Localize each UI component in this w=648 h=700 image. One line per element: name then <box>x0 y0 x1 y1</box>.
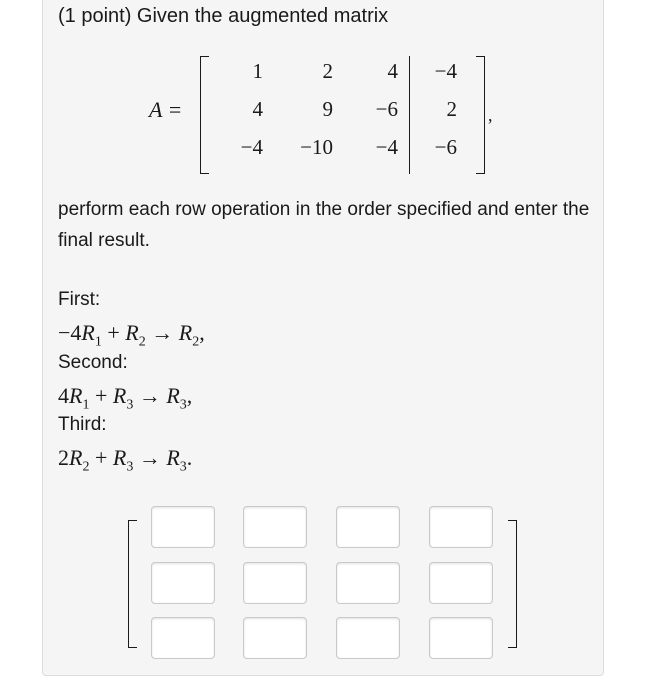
matrix-label: A = <box>149 97 183 122</box>
answer-input-r1-c4[interactable] <box>429 506 493 548</box>
matrix-comma: , <box>488 105 493 125</box>
matrix-cell: 1 <box>252 59 263 83</box>
step-third-label: Third: <box>58 414 107 435</box>
answer-input-r2-c2[interactable] <box>243 562 307 604</box>
matrix-cell: 4 <box>387 59 398 83</box>
step-first-operation: $-4R_1 + R_2 \to R_2$, <box>58 320 205 350</box>
step-third-operation: $2R_2 + R_3 \to R_3$. <box>58 445 193 475</box>
matrix-cell: −4 <box>375 135 398 159</box>
answer-input-r1-c1[interactable] <box>151 506 215 548</box>
answer-right-bracket <box>508 520 517 648</box>
matrix-cell: −4 <box>240 135 263 159</box>
matrix-cell: −6 <box>375 97 398 121</box>
answer-input-r3-c4[interactable] <box>429 617 493 659</box>
matrix-cell: 9 <box>322 97 333 121</box>
step-second-label: Second: <box>58 352 128 373</box>
answer-input-r3-c1[interactable] <box>151 617 215 659</box>
answer-input-r3-c2[interactable] <box>243 617 307 659</box>
answer-input-r2-c4[interactable] <box>429 562 493 604</box>
matrix-cell: −6 <box>434 135 457 159</box>
matrix-right-bracket <box>476 56 485 174</box>
step-first-label: First: <box>58 289 101 310</box>
answer-input-r3-c3[interactable] <box>336 617 400 659</box>
matrix-cell: 2 <box>446 97 457 121</box>
answer-left-bracket <box>128 520 137 648</box>
answer-input-r1-c2[interactable] <box>243 506 307 548</box>
answer-input-r1-c3[interactable] <box>336 506 400 548</box>
matrix-cell: −10 <box>300 135 333 159</box>
matrix-cell: 4 <box>252 97 263 121</box>
answer-input-r2-c3[interactable] <box>336 562 400 604</box>
problem-header: (1 point) Given the augmented matrix <box>58 5 389 27</box>
matrix-cell: −4 <box>434 59 457 83</box>
instructions-text: perform each row operation in the order specified and enter the final result. <box>58 199 590 251</box>
matrix-cell: 2 <box>322 59 333 83</box>
answer-input-r2-c1[interactable] <box>151 562 215 604</box>
step-second-operation: $4R_1 + R_3 \to R_3$, <box>58 383 193 413</box>
